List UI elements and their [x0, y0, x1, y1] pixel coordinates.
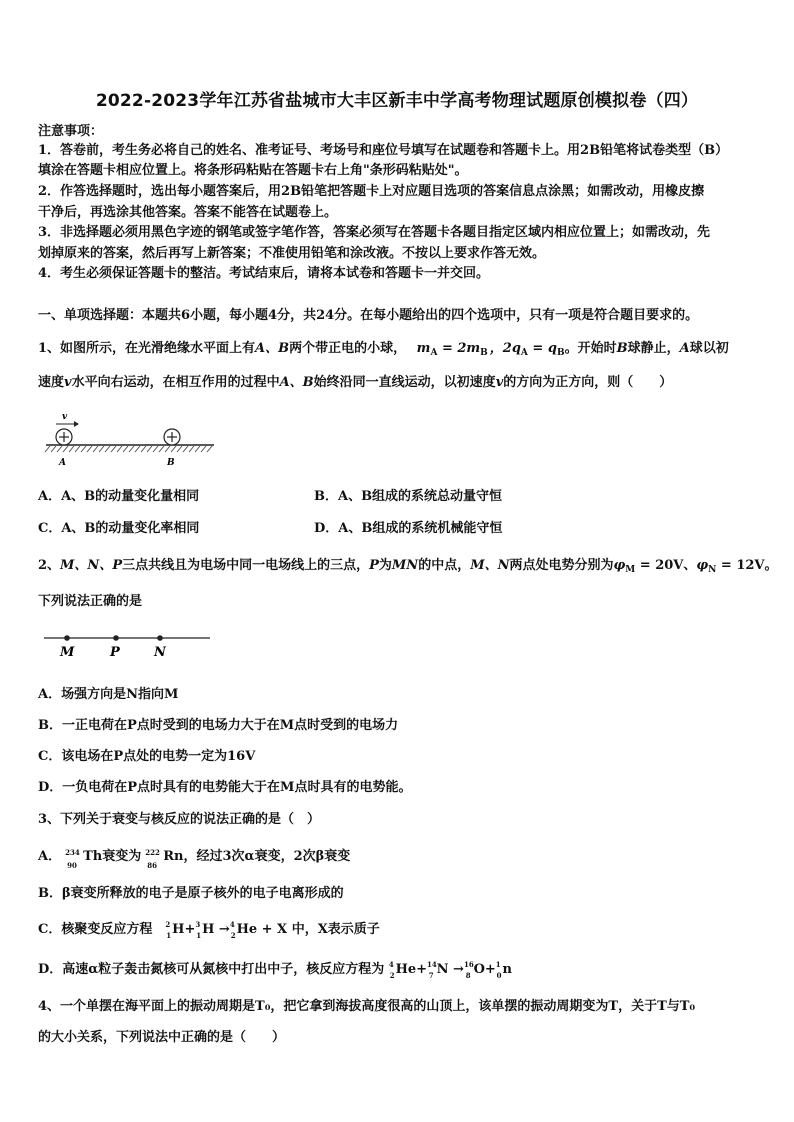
point-m: [64, 635, 70, 641]
q3-stem: 3、下列关于衰变与核反应的说法正确的是（ ）: [38, 812, 321, 827]
q1-stem-line-2: 速度v水平向右运动，在相互作用的过程中A、B始终沿同一直线运动，以初速度v的方向为正方向，则（ ）: [38, 375, 673, 390]
q2-stem-line-2: 下列说法正确的是: [38, 594, 143, 609]
q2-figure: [42, 626, 214, 660]
q2-option-c[interactable]: C．该电场在P点处的电势一定为16V: [38, 749, 256, 764]
fig-label-p: P: [110, 645, 120, 660]
point-n: [157, 635, 163, 641]
section-heading: 一、单项选择题：本题共6小题，每小题4分，共24分。在每小题给出的四个选项中，只有一项是符合题目要求的。: [38, 308, 699, 323]
q3-option-b[interactable]: B．β衰变所释放的电子是原子核外的电子电离形成的: [38, 886, 344, 901]
q1-option-c[interactable]: C．A、B的动量变化率相同: [38, 521, 200, 536]
q2-option-a[interactable]: A．场强方向是N指向M: [38, 687, 179, 702]
q1-mass-condition: $m_A = 2m_B$: [416, 341, 488, 358]
q1-option-a[interactable]: A．A、B的动量变化量相同: [38, 489, 200, 504]
fig-label-a: A: [59, 458, 66, 468]
q1-option-d[interactable]: D．A、B组成的系统机械能守恒: [314, 521, 503, 536]
velocity-arrow: [56, 421, 79, 427]
q3-option-c-equation: $^2_1$H+$^3_1$H →$^4_2$He + X: [165, 920, 288, 940]
notice-heading: 注意事项：: [38, 124, 104, 139]
page-title: 2022-2023学年江苏省盐城市大丰区新丰中学高考物理试题原创模拟卷（四）: [95, 91, 699, 111]
notice-item-1-line-2: 填涂在答题卡相应位置上。将条形码粘贴在答题卡右上角"条形码粘贴处"。: [38, 163, 468, 178]
fig-label-v: v: [62, 412, 68, 422]
q2-stem-line-1: 2、M、N、P三点共线且为电场中同一电场线上的三点，P为MN的中点，M、N两点处电势分别为$\varphi_M = 20V$、$\varphi_N = 12V$。: [38, 558, 778, 575]
notice-item-3-line-2: 划掉原来的答案，然后再写上新答案；不准使用铅笔和涂改液。不按以上要求作答无效。: [38, 246, 546, 261]
notice-item-2-line-1: 2．作答选择题时，选出每小题答案后，用2B铅笔把答题卡上对应题目选项的答案信息点涂黑；如需改动，用橡皮擦: [38, 184, 705, 199]
q3-option-d-equation: $^4_2$He+$^{14}_7$ N →$^{16}_8$ O+$^1_0$n: [388, 960, 512, 980]
notice-item-1-line-1: 1．答卷前，考生务必将自己的姓名、准考证号、考场号和座位号填写在试题卷和答题卡上。用2B铅笔将试卷类型（B）: [38, 143, 729, 158]
q2-option-d[interactable]: D．一负电荷在P点时具有的电势能大于在M点时具有的电势能。: [38, 780, 412, 795]
notice-item-2-line-2: 干净后，再选涂其他答案。答案不能答在试题卷上。: [38, 205, 338, 220]
q1-figure: [40, 408, 220, 470]
fig-label-b: B: [167, 458, 175, 468]
fig-label-m: M: [60, 645, 75, 660]
q1-option-b[interactable]: B．A、B组成的系统总动量守恒: [314, 489, 503, 504]
ball-a: [56, 429, 72, 445]
notice-item-3-line-1: 3．非选择题必须用黑色字迹的钢笔或签字笔作答，答案必须写在答题卡各题目指定区域内相应位置上；如需改动，先: [38, 225, 711, 240]
q1-stem-line-1: 1、如图所示，在光滑绝缘水平面上有A、B两个带正电的小球， $m_A = 2m_B$ ，$2q_A = q_B$。开始时B球静止，A球以初: [38, 341, 729, 358]
q1-charge-condition: ，$2q_A = q_B$: [489, 341, 565, 358]
notice-item-4: 4．考生必须保证答题卡的整洁。考试结束后，请将本试卷和答题卡一并交回。: [38, 266, 490, 281]
fig-label-n: N: [154, 645, 166, 660]
q3-option-a[interactable]: A． 234 90 Th衰变为 222 86 Rn，经过3次α衰变，2次β衰变: [38, 848, 351, 870]
ball-b: [164, 429, 180, 445]
q4-stem-line-2: 的大小关系，下列说法中正确的是（ ）: [38, 1030, 286, 1045]
point-p: [113, 635, 119, 641]
q3-option-d[interactable]: D．高速α粒子轰击氮核可从氮核中打出中子，核反应方程为 $^4_2$He+$^{14}_7$ N →$^{16}_8$ O+$^1_0$n: [38, 960, 512, 980]
q4-stem-line-1: 4、一个单摆在海平面上的振动周期是T₀，把它拿到海拔高度很高的山顶上，该单摆的振动周期变为T，关于T与T₀: [38, 999, 696, 1014]
q3-option-c[interactable]: C．核聚变反应方程 $^2_1$H+$^3_1$H →$^4_2$He + X 中，X表示质子: [38, 920, 380, 940]
q2-option-b[interactable]: B．一正电荷在P点时受到的电场力大于在M点时受到的电场力: [38, 718, 399, 733]
